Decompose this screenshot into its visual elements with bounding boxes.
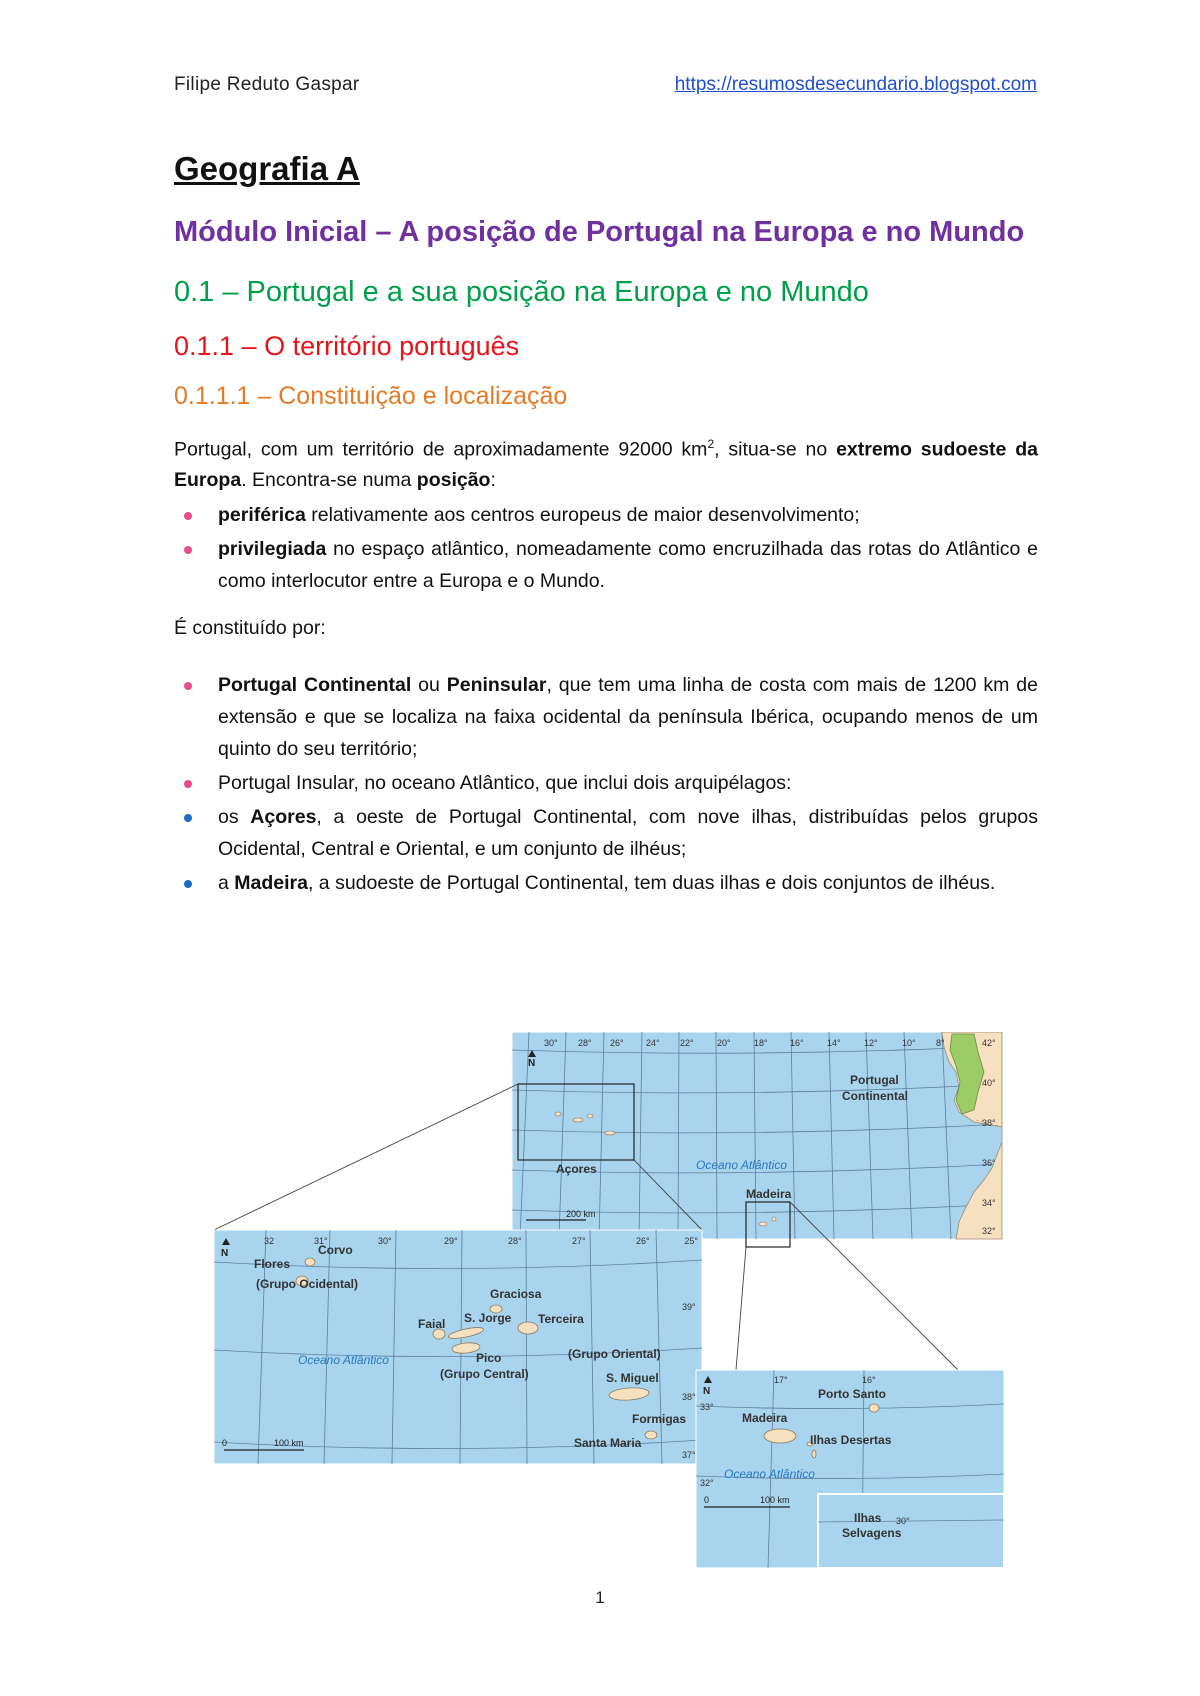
madeira-label-ocean: Oceano Atlântico (724, 1467, 815, 1481)
main-lat-label: 32° (982, 1226, 996, 1236)
main-label-ocean: Oceano Atlântico (696, 1158, 787, 1172)
header-author: Filipe Reduto Gaspar (174, 74, 360, 95)
azores-scale-label: 100 km (274, 1438, 304, 1448)
main-lon-label: 8° (936, 1038, 945, 1048)
bullet-icon (184, 814, 192, 822)
intro-paragraph: Portugal, com um território de aproximadamente 92000 $km^2$, situa-se no extremo sudoeste da Europa. Encontra-se numa posição: (174, 437, 1038, 491)
document-body (174, 150, 1038, 901)
main-label-portugal: Portugal Continental (842, 1073, 908, 1103)
azores-scale-zero: 0 (222, 1438, 228, 1448)
main-lon-label: 30° (544, 1038, 558, 1048)
subsection-heading: 0.1.1 – O território português (174, 331, 520, 361)
madeira-selvagens-lat: 30° (896, 1516, 910, 1526)
madeira-label-portosanto: Porto Santo (818, 1387, 886, 1401)
main-lon-label: 22° (680, 1038, 694, 1048)
main-label-madeira: Madeira (746, 1187, 792, 1201)
azores-label-corvo: Corvo (318, 1243, 353, 1257)
main-lon-label: 24° (646, 1038, 660, 1048)
azores-lat-label: 39° (682, 1302, 696, 1312)
main-lat-label: 36° (982, 1158, 996, 1168)
main-lon-label: 12° (864, 1038, 878, 1048)
azores-label-grupo-central: (Grupo Central) (440, 1367, 529, 1381)
main-lat-label: 34° (982, 1198, 996, 1208)
main-lon-label: 20° (717, 1038, 731, 1048)
azores-label-graciosa: Graciosa (490, 1287, 542, 1301)
azores-lat-label: 38° (682, 1392, 696, 1402)
list-item: Portugal Insular, no oceano Atlântico, que inclui dois arquipélagos: (174, 767, 1038, 799)
list-item: os Açores, a oeste de Portugal Continental, com nove ilhas, distribuídas pelos grupos Ocidental, Central e Oriental, e um conjunto de ilhéus; (174, 801, 1038, 865)
list-item: Portugal Continental ou Peninsular, que tem uma linha de costa com mais de 1200 km de extensão e que se localiza na faixa ocidental da península Ibérica, ocupando menos de um quinto do seu território; (174, 669, 1038, 765)
main-label-acores: Açores (556, 1162, 597, 1176)
madeira-lon-label: 16° (862, 1375, 876, 1385)
main-lon-label: 10° (902, 1038, 916, 1048)
main-lon-label: 14° (827, 1038, 841, 1048)
page-number: 1 (595, 1588, 605, 1607)
azores-label-grupo-oriental: (Grupo Oriental) (568, 1347, 661, 1361)
madeira-label-madeira: Madeira (742, 1411, 788, 1425)
madeira-north-label: N (703, 1386, 711, 1397)
azores-lon-label: 30° (378, 1236, 392, 1246)
azores-label-flores: Flores (254, 1257, 291, 1271)
main-scale-label: 200 km (566, 1209, 596, 1219)
bullet-icon (184, 512, 192, 520)
madeira-label-desertas: Ilhas Desertas (810, 1433, 892, 1447)
azores-label-santamaria: Santa Maria (574, 1436, 642, 1450)
position-list (174, 499, 1038, 597)
bullet-icon (184, 546, 192, 554)
document-title: Geografia A (174, 150, 360, 187)
madeira-scale-label: 100 km (760, 1495, 790, 1505)
main-north-label: N (528, 1058, 536, 1069)
main-lon-label: 26° (610, 1038, 624, 1048)
madeira-map (696, 1370, 1004, 1568)
main-lat-label: 42° (982, 1038, 996, 1048)
subsubsection-heading: 0.1.1.1 – Constituição e localização (174, 382, 568, 410)
azores-label-grupo-ocidental: (Grupo Ocidental) (256, 1277, 358, 1291)
madeira-scale-zero: 0 (704, 1495, 710, 1505)
bullet-icon (184, 780, 192, 788)
azores-label-pico: Pico (476, 1351, 502, 1365)
header-blog-link[interactable]: https://resumosdesecundario.blogspot.com (674, 74, 1037, 95)
bullet-icon (184, 682, 192, 690)
azores-label-terceira: Terceira (538, 1312, 584, 1326)
azores-lon-label: 25° (684, 1236, 698, 1246)
madeira-lat-label: 32° (700, 1478, 714, 1488)
azores-label-ocean: Oceano Atlântico (298, 1353, 389, 1367)
constitution-list (174, 669, 1038, 899)
azores-label-formigas: Formigas (632, 1412, 687, 1426)
azores-lon-label: 27° (572, 1236, 586, 1246)
portugal-map-figure (214, 1032, 1004, 1568)
main-lat-label: 38° (982, 1118, 996, 1128)
main-map (512, 1032, 1002, 1247)
azores-lon-label: 26° (636, 1236, 650, 1246)
azores-map (214, 1230, 702, 1464)
bullet-icon (184, 880, 192, 888)
madeira-lat-label: 33° (700, 1402, 714, 1412)
azores-label-sjorge: S. Jorge (464, 1311, 512, 1325)
list-item: periférica relativamente aos centros europeus de maior desenvolvimento; (174, 499, 1038, 531)
module-heading: Módulo Inicial – A posição de Portugal na Europa e no Mundo (174, 216, 1025, 248)
azores-lat-label: 37° (682, 1450, 696, 1460)
azores-lon-label: 31° (314, 1236, 328, 1246)
main-lon-label: 16° (790, 1038, 804, 1048)
list-item: a Madeira, a sudoeste de Portugal Continental, tem duas ilhas e dois conjuntos de ilhéus. (174, 867, 1038, 899)
azores-lon-label: 28° (508, 1236, 522, 1246)
azores-label-faial: Faial (418, 1317, 446, 1331)
madeira-label-selvagens: Ilhas Selvagens (842, 1511, 902, 1540)
azores-north-label: N (221, 1248, 229, 1259)
main-lat-label: 40° (982, 1078, 996, 1088)
main-lon-label: 28° (578, 1038, 592, 1048)
list-item: privilegiada no espaço atlântico, nomeadamente como encruzilhada das rotas do Atlântico e como interlocutor entre a Europa e o Mundo. (174, 533, 1038, 597)
main-lon-label: 18° (754, 1038, 768, 1048)
constituted-label: É constituído por: (174, 616, 326, 639)
madeira-lon-label: 17° (774, 1375, 788, 1385)
azores-label-smiguel: S. Miguel (606, 1371, 659, 1385)
azores-lon-label: 29° (444, 1236, 458, 1246)
section-heading: 0.1 – Portugal e a sua posição na Europa e no Mundo (174, 276, 869, 308)
azores-lon-label: 32 (264, 1236, 275, 1246)
